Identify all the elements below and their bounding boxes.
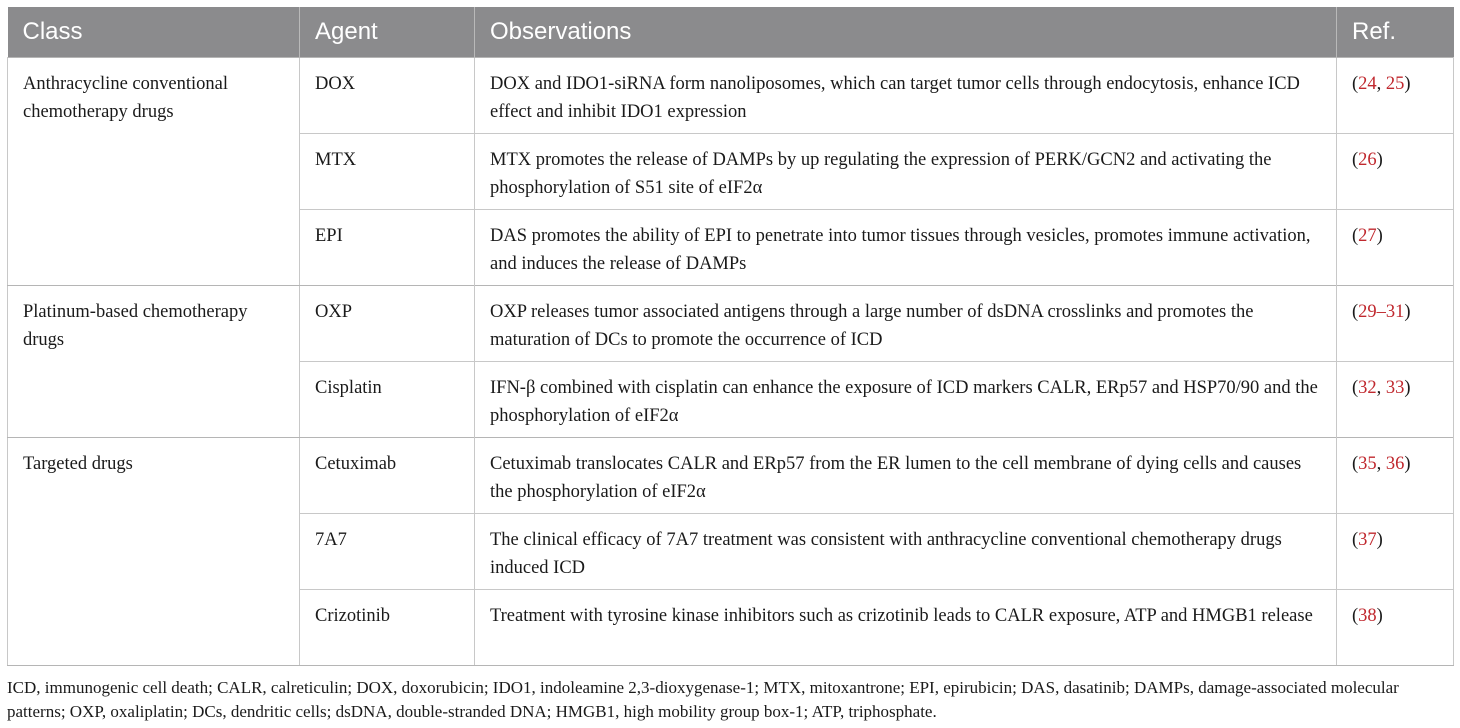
observation-cell: OXP releases tumor associated antigens through a large number of dsDNA crosslinks and promotes the maturation of DCs to promote the occurrence of ICD — [475, 285, 1337, 361]
ref-separator: , — [1376, 73, 1386, 94]
table-row — [8, 57, 1454, 133]
observation-cell: Cetuximab translocates CALR and ERp57 from the ER lumen to the cell membrane of dying cells and causes the phosphorylation of eIF2α — [475, 437, 1337, 513]
agent-cell: OXP — [300, 285, 475, 361]
observation-cell: IFN-β combined with cisplatin can enhance the exposure of ICD markers CALR, ERp57 and HSP70/90 and the phosphorylation of eIF2α — [475, 361, 1337, 437]
agent-cell: Cisplatin — [300, 361, 475, 437]
reference-link[interactable]: 25 — [1385, 73, 1405, 94]
ref-paren-open: ( — [1352, 301, 1359, 322]
reference-link[interactable]: 33 — [1385, 377, 1405, 398]
ref-cell — [1337, 133, 1454, 209]
table-row — [8, 437, 1454, 513]
ref-paren-open: ( — [1352, 453, 1359, 474]
ref-paren-close: ) — [1376, 149, 1383, 170]
agent-cell: Crizotinib — [300, 589, 475, 665]
class-cell: Anthracycline conventional chemotherapy drugs — [8, 57, 300, 285]
ref-cell — [1337, 57, 1454, 133]
reference-link[interactable]: 24 — [1358, 73, 1377, 94]
reference-link[interactable]: 35 — [1358, 453, 1377, 474]
ref-cell — [1337, 361, 1454, 437]
agent-cell: MTX — [300, 133, 475, 209]
ref-paren-open: ( — [1352, 605, 1359, 626]
table-row — [8, 285, 1454, 361]
class-cell: Targeted drugs — [8, 437, 300, 665]
ref-cell — [1337, 437, 1454, 513]
table-header-row — [8, 7, 1454, 57]
reference-link[interactable]: 29–31 — [1358, 301, 1405, 322]
ref-paren-close: ) — [1404, 301, 1411, 322]
table-footnote: ICD, immunogenic cell death; CALR, calreticulin; DOX, doxorubicin; IDO1, indoleamine 2,3-dioxygenase-1; MTX, mitoxantrone; EPI, epirubicin; DAS, dasatinib; DAMPs, damage-associated molecular patterns; OXP, oxaliplatin; DCs, dendritic cells; dsDNA, double-stranded DNA; HMGB1, high mobility group box-1; ATP, triphosphate. — [7, 678, 1399, 721]
agent-cell: DOX — [300, 57, 475, 133]
ref-cell — [1337, 513, 1454, 589]
ref-paren-close: ) — [1404, 453, 1411, 474]
ref-separator: , — [1376, 453, 1386, 474]
reference-link[interactable]: 36 — [1385, 453, 1405, 474]
ref-separator: , — [1376, 377, 1386, 398]
reference-link[interactable]: 26 — [1358, 149, 1377, 170]
drug-table-container — [7, 7, 1453, 666]
agent-cell: Cetuximab — [300, 437, 475, 513]
header-class: Class — [8, 7, 300, 57]
observation-cell: MTX promotes the release of DAMPs by up regulating the expression of PERK/GCN2 and activating the phosphorylation of S51 site of eIF2α — [475, 133, 1337, 209]
agent-cell: EPI — [300, 209, 475, 285]
ref-paren-open: ( — [1352, 149, 1359, 170]
ref-paren-open: ( — [1352, 377, 1359, 398]
ref-cell — [1337, 285, 1454, 361]
ref-paren-close: ) — [1376, 605, 1383, 626]
ref-cell — [1337, 209, 1454, 285]
agent-cell: 7A7 — [300, 513, 475, 589]
ref-paren-close: ) — [1376, 225, 1383, 246]
observation-cell: DAS promotes the ability of EPI to penetrate into tumor tissues through vesicles, promotes immune activation, and induces the release of DAMPs — [475, 209, 1337, 285]
ref-paren-close: ) — [1404, 73, 1411, 94]
ref-paren-close: ) — [1376, 529, 1383, 550]
header-observations: Observations — [475, 7, 1337, 57]
ref-paren-open: ( — [1352, 73, 1359, 94]
icd-drugs-table — [7, 7, 1454, 666]
reference-link[interactable]: 38 — [1358, 605, 1377, 626]
reference-link[interactable]: 32 — [1358, 377, 1377, 398]
header-ref: Ref. — [1337, 7, 1454, 57]
reference-link[interactable]: 37 — [1358, 529, 1377, 550]
ref-paren-open: ( — [1352, 529, 1359, 550]
header-agent: Agent — [300, 7, 475, 57]
class-cell: Platinum-based chemotherapy drugs — [8, 285, 300, 437]
table-body — [8, 57, 1454, 665]
observation-cell: The clinical efficacy of 7A7 treatment was consistent with anthracycline conventional chemotherapy drugs induced ICD — [475, 513, 1337, 589]
ref-paren-open: ( — [1352, 225, 1359, 246]
ref-cell — [1337, 589, 1454, 665]
ref-paren-close: ) — [1404, 377, 1411, 398]
observation-cell: Treatment with tyrosine kinase inhibitors such as crizotinib leads to CALR exposure, ATP and HMGB1 release — [475, 589, 1337, 665]
observation-cell: DOX and IDO1-siRNA form nanoliposomes, which can target tumor cells through endocytosis, enhance ICD effect and inhibit IDO1 expression — [475, 57, 1337, 133]
reference-link[interactable]: 27 — [1358, 225, 1377, 246]
